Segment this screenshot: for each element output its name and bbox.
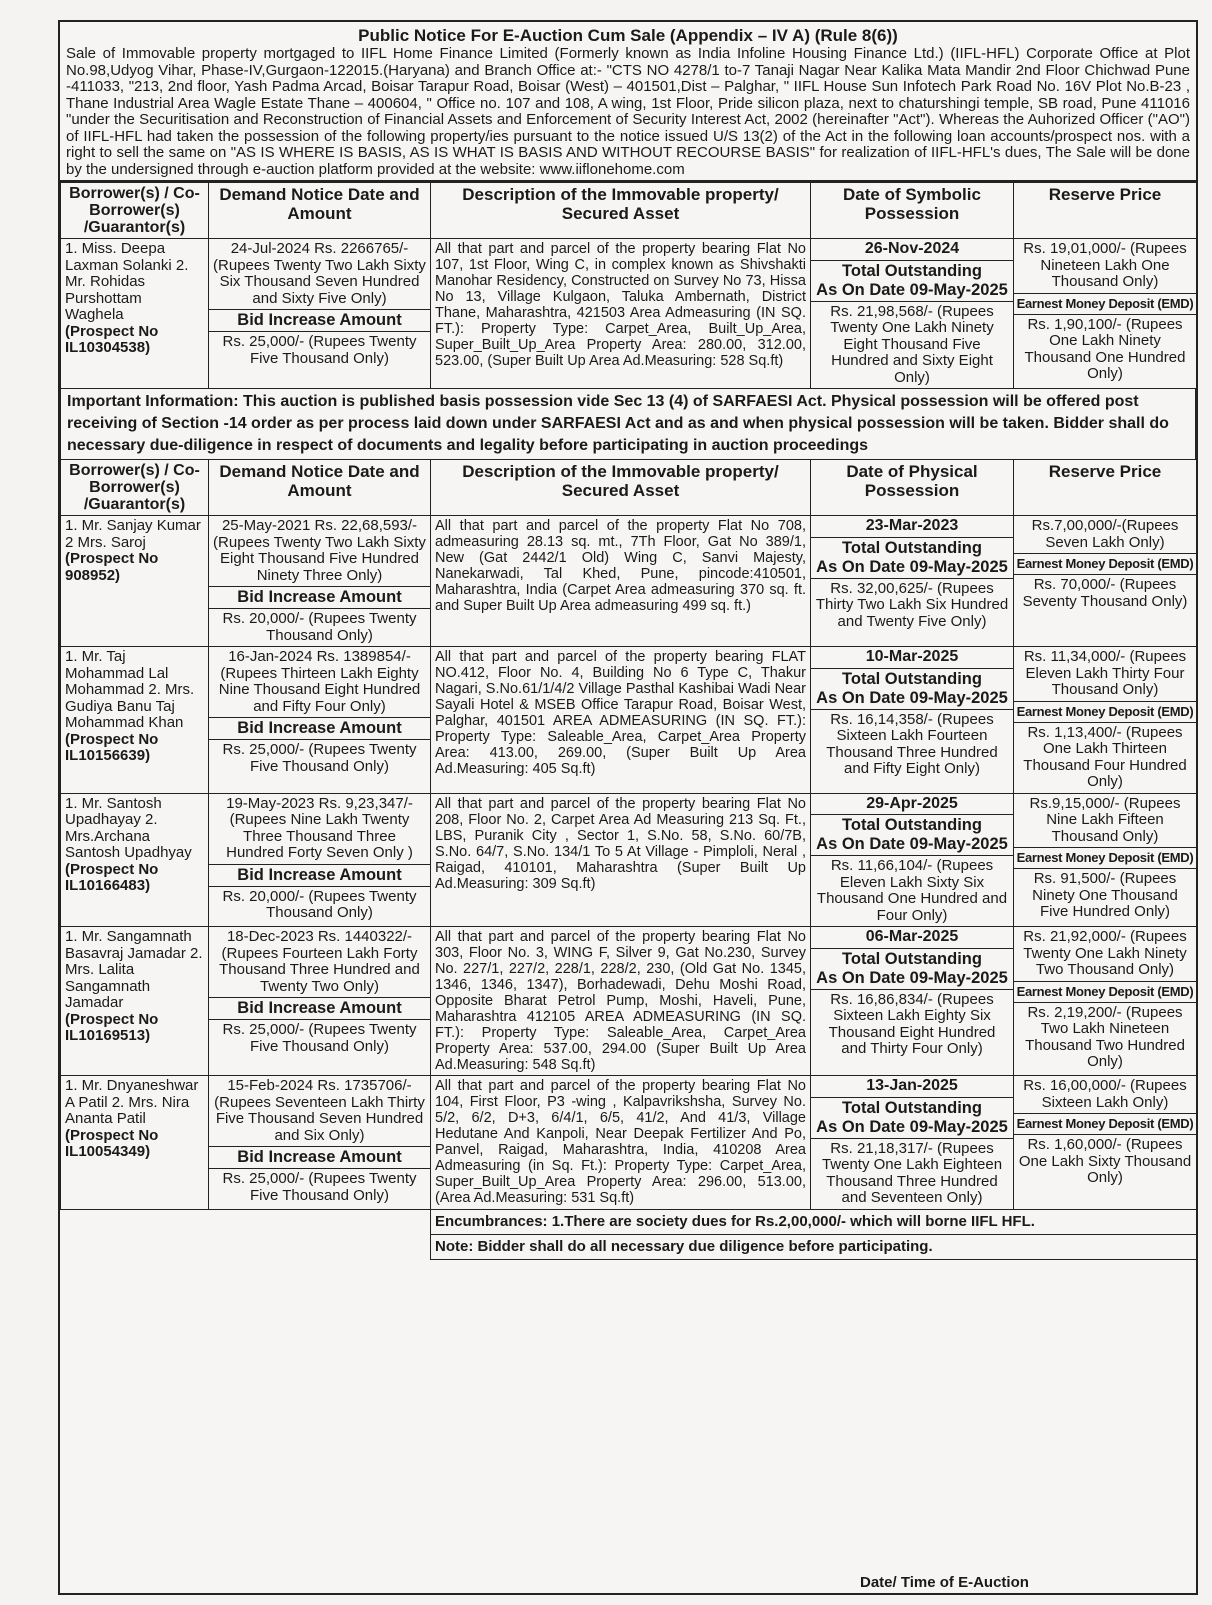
outstanding-amount: Rs. 16,14,358/- (Rupees Sixteen Lakh Fourteen Thousand Three Hundred and Fifty Eight Only) bbox=[826, 710, 998, 777]
bid-increase-amount: Rs. 25,000/- (Rupees Twenty Five Thousand Only) bbox=[222, 741, 417, 775]
as-on-date: As On Date 09-May-2025 bbox=[816, 835, 1008, 853]
due-diligence-note: Note: Bidder shall do all necessary due diligence before participating. bbox=[431, 1234, 1196, 1259]
possession-date: 26-Nov-2024 bbox=[864, 240, 960, 257]
total-outstanding-title: Total Outstanding bbox=[842, 1098, 982, 1117]
total-outstanding-title: Total Outstanding bbox=[842, 949, 982, 968]
as-on-date: As On Date 09-May-2025 bbox=[816, 557, 1008, 576]
prospect-no: (Prospect No IL10166483) bbox=[65, 860, 159, 894]
header-demand: Demand Notice Date and Amount bbox=[209, 183, 431, 239]
emd-amount: Rs. 1,60,000/- (Rupees One Lakh Sixty Thousand Only) bbox=[1018, 1136, 1192, 1186]
reserve-price: Rs. 21,92,000/- (Rupees Twenty One Lakh Ninety Two Thousand Only) bbox=[1023, 928, 1187, 978]
bid-increase-amount: Rs. 25,000/- (Rupees Twenty Five Thousand Only) bbox=[222, 333, 417, 367]
demand-notice: 16-Jan-2024 Rs. 1389854/- (Rupees Thirteen Lakh Eighty Nine Thousand Eight Hundred and Fifty Four Only) bbox=[218, 648, 421, 715]
as-on-date: As On Date 09-May-2025 bbox=[816, 688, 1008, 707]
table-row bbox=[61, 927, 1197, 1076]
encumbrances-note: Encumbrances: 1.There are society dues for Rs.2,00,000/- which will borne IIFL HFL. bbox=[435, 1212, 1035, 1230]
header-symbolic-possession: Date of Symbolic Possession bbox=[811, 183, 1014, 239]
possession-date: 13-Jan-2025 bbox=[866, 1077, 958, 1094]
header-reserve: Reserve Price bbox=[1014, 183, 1197, 239]
property-description: All that part and parcel of the property bearing Flat No 208, Floor No. 2, Carpet Area Ad Measuring 213 Sq. Ft., LBS, Puranik City , Sector 1, S.No. 58, S.No. 60/7B, S.No. 64/7, S.No. 134/1 To 5 At Village - Pimploli, Neral , Raigad, 410101, Maharashtra (Super Built Up Ad.Measuring: 309 Sq.ft) bbox=[431, 793, 811, 927]
total-outstanding-title: Total Outstanding bbox=[842, 538, 982, 557]
bid-increase-amount: Rs. 20,000/- (Rupees Twenty Thousand Only) bbox=[222, 610, 417, 644]
borrower-names: 1. Mr. Taj Mohammad Lal Mohammad 2. Mrs. Gudiya Banu Taj Mohammad Khan bbox=[65, 648, 195, 731]
bid-increase-label: Bid Increase Amount bbox=[209, 864, 430, 887]
borrower-names: 1. Mr. Sanjay Kumar 2 Mrs. Saroj bbox=[65, 517, 201, 551]
total-outstanding-label bbox=[811, 668, 1013, 710]
notice-page bbox=[58, 20, 1198, 1595]
total-outstanding-title: Total Outstanding bbox=[842, 669, 982, 688]
prospect-no: (Prospect No 908952) bbox=[65, 550, 159, 584]
bid-increase-amount: Rs. 20,000/- (Rupees Twenty Thousand Only) bbox=[222, 887, 417, 921]
property-description: All that part and parcel of the property Flat No 708, admeasuring 28.13 sq. mt., 7Th Floor, Gat No 389/1, New (Gat 2442/1 Old) Wing C, Sanvi Majesty, Nanekarwadi, Tal Khed, Pune, pincode:410501, Maharashtra, India (Carpet Area admeasuring 370 sq. ft. and Super Built Up Area admeasuring 499 sq. ft.) bbox=[431, 516, 811, 647]
outstanding-amount: Rs. 16,86,834/- (Rupees Sixteen Lakh Eighty Six Thousand Eight Hundred and Thirty Four Only) bbox=[828, 990, 996, 1057]
reserve-price: Rs. 11,34,000/- (Rupees Eleven Lakh Thirty Four Thousand Only) bbox=[1023, 648, 1187, 698]
bid-increase-label: Bid Increase Amount bbox=[209, 1146, 430, 1169]
reserve-price: Rs.7,00,000/-(Rupees Seven Lakh Only) bbox=[1031, 517, 1179, 551]
bid-increase-label: Bid Increase Amount bbox=[209, 717, 430, 740]
reserve-price: Rs. 19,01,000/- (Rupees Nineteen Lakh One Thousand Only) bbox=[1023, 240, 1187, 290]
prospect-no: (Prospect No IL10304538) bbox=[65, 322, 159, 356]
header-physical-possession: Date of Physical Possession bbox=[811, 460, 1014, 516]
possession-date: 10-Mar-2025 bbox=[865, 648, 959, 665]
header-description: Description of the Immovable property/ Secured Asset bbox=[431, 460, 811, 516]
emd-amount: Rs. 91,500/- (Rupees Ninety One Thousand Five Hundred Only) bbox=[1032, 870, 1178, 920]
total-outstanding-title: Total Outstanding bbox=[842, 816, 982, 834]
notice-title: Public Notice For E-Auction Cum Sale (Appendix – IV A) (Rule 8(6)) bbox=[358, 26, 898, 45]
emd-amount: Rs. 2,19,200/- (Rupees Two Lakh Nineteen Thousand Two Hundred Only) bbox=[1025, 1003, 1185, 1070]
reserve-price: Rs.9,15,000/- (Rupees Nine Lakh Fifteen Thousand Only) bbox=[1029, 794, 1181, 845]
possession-date: 29-Apr-2025 bbox=[866, 794, 958, 812]
emd-amount: Rs. 1,90,100/- (Rupees One Lakh Ninety Thousand One Hundred Only) bbox=[1024, 315, 1186, 382]
emd-label: Earnest Money Deposit (EMD) bbox=[1014, 701, 1196, 723]
emd-label: Earnest Money Deposit (EMD) bbox=[1014, 1113, 1196, 1135]
property-description: All that part and parcel of the property bearing FLAT NO.412, Floor No. 4, Building No 6 Type C, Thakur Nagari, S.No.61/1/4/2 Village Pasthal Kashibai Wadi Near Sayali Hotel & MSEB Office Tarapur Road, Boisar West, Palghar, 401501 AREA ADMEASURING (IN SQ. FT.): Property Type: Saleable_Area, Carpet_Area Property Area: 413.00, 269.00, (Super Built Up Area Ad.Measuring: 405 Sq.ft) bbox=[431, 647, 811, 794]
table-header-row bbox=[61, 183, 1197, 239]
header-reserve: Reserve Price bbox=[1014, 460, 1197, 516]
encumbrance-row bbox=[61, 1209, 1197, 1259]
property-description: All that part and parcel of the property bearing Flat No 104, First Floor, P3 -wing , Kalpavrikshsha, Survey No. 5/2, 6/2, D+3, 6/4/1, 6/5, 41/2, And 41/3, Village Hedutane And Kanpoli, Near Deepak Fertilizer And Po, Panvel, Raigad, Maharashtra, India, 410208 Area Admeasuring (in Sq. Ft.): Property Type: Carpet_Area, Super_Built_Up_Area Property Area: 296.00, 513.00, (Area Ad.Measuring: 531 Sq.ft) bbox=[431, 1076, 811, 1210]
auction-time-header-cut: Date/ Time of E-Auction bbox=[860, 1574, 1029, 1591]
table-row bbox=[61, 239, 1197, 389]
prospect-no: (Prospect No IL10054349) bbox=[65, 1126, 159, 1160]
emd-amount: Rs. 70,000/- (Rupees Seventy Thousand Only) bbox=[1022, 576, 1188, 610]
outstanding-amount: Rs. 32,00,625/- (Rupees Thirty Two Lakh Six Hundred and Twenty Five Only) bbox=[815, 579, 1009, 630]
auction-table-physical bbox=[60, 459, 1197, 1260]
demand-notice: 25-May-2021 Rs. 22,68,593/- (Rupees Twenty Two Lakh Sixty Eight Thousand Five Hundred Ninety Three Only) bbox=[213, 517, 426, 584]
total-outstanding-label bbox=[811, 537, 1013, 579]
prospect-no: (Prospect No IL10156639) bbox=[65, 730, 159, 764]
as-on-date: As On Date 09-May-2025 bbox=[816, 1117, 1008, 1136]
as-on-date: As On Date 09-May-2025 bbox=[816, 968, 1008, 987]
table-row bbox=[61, 516, 1197, 647]
emd-label: Earnest Money Deposit (EMD) bbox=[1014, 981, 1196, 1003]
bid-increase-amount: Rs. 25,000/- (Rupees Twenty Five Thousand Only) bbox=[222, 1170, 417, 1204]
emd-amount: Rs. 1,13,400/- (Rupees One Lakh Thirteen Thousand Four Hundred Only) bbox=[1023, 723, 1187, 790]
header-demand: Demand Notice Date and Amount bbox=[209, 460, 431, 516]
total-outstanding-label bbox=[811, 948, 1013, 990]
bid-increase-label: Bid Increase Amount bbox=[209, 586, 430, 609]
borrower-names: 1. Mr. Dnyaneshwar A Patil 2. Mrs. Nira Ananta Patil bbox=[65, 1077, 199, 1127]
borrower-names: 1. Miss. Deepa Laxman Solanki 2. Mr. Rohidas Purshottam Waghela bbox=[65, 240, 189, 323]
emd-label: Earnest Money Deposit (EMD) bbox=[1014, 553, 1196, 575]
demand-notice: 18-Dec-2023 Rs. 1440322/- (Rupees Fourteen Lakh Forty Thousand Three Hundred and Twenty Two Only) bbox=[219, 928, 420, 995]
bid-increase-label: Bid Increase Amount bbox=[209, 997, 430, 1020]
bid-increase-label: Bid Increase Amount bbox=[209, 309, 430, 332]
total-outstanding-label bbox=[811, 814, 1013, 856]
property-description: All that part and parcel of the property bearing Flat No 303, Floor No. 3, WING F, Silver 9, Gat No.230, Survey No. 227/1, 227/2, 228/1, 228/2, 230, (Old Gat No. 1345, 1346, 1346, 1347), Borhadewadi, Dehu Moshi Road, Opposite Bharat Petrol Pump, Moshi, Haveli, Pune, Maharashtra 412105 AREA ADMEASURING (IN SQ. FT.): Property Type: Saleable_Area, Carpet_Area Property Area: 537.00, 294.00 (Super Built Up Area Ad.Measuring: 548 Sq.ft) bbox=[431, 927, 811, 1076]
outstanding-amount: Rs. 21,98,568/- (Rupees Twenty One Lakh Ninety Eight Thousand Five Hundred and Sixty Eight Only) bbox=[830, 302, 994, 386]
important-information: Important Information: This auction is published basis possession vide Sec 13 (4) of SARFAESI Act. Physical possession will be offered post receiving of Section -14 order as per process laid down under SARFAESI Act and as and when physical possession will be taken. Bidder shall do necessary due-diligence in respect of documents and legality before participating in auction proceedings bbox=[60, 389, 1196, 459]
borrower-names: 1. Mr. Santosh Upadhayay 2. Mrs.Archana Santosh Upadhyay bbox=[65, 794, 192, 861]
possession-date: 23-Mar-2023 bbox=[865, 517, 959, 534]
table-header-row bbox=[61, 460, 1197, 516]
as-on-date: As On Date 09-May-2025 bbox=[816, 280, 1008, 299]
header-description: Description of the Immovable property/ Secured Asset bbox=[431, 183, 811, 239]
auction-table-symbolic bbox=[60, 182, 1197, 389]
notice-intro bbox=[60, 22, 1196, 182]
table-row bbox=[61, 793, 1197, 927]
outstanding-amount: Rs. 11,66,104/- (Rupees Eleven Lakh Sixty Six Thousand One Hundred and Four Only) bbox=[816, 857, 1008, 924]
demand-notice: 24-Jul-2024 Rs. 2266765/- (Rupees Twenty Two Lakh Sixty Six Thousand Seven Hundred and Sixty Five Only) bbox=[213, 240, 426, 307]
emd-label: Earnest Money Deposit (EMD) bbox=[1014, 847, 1196, 869]
demand-notice: 15-Feb-2024 Rs. 1735706/- (Rupees Seventeen Lakh Thirty Five Thousand Seven Hundred and Six Only) bbox=[214, 1077, 425, 1144]
reserve-price: Rs. 16,00,000/- (Rupees Sixteen Lakh Only) bbox=[1023, 1077, 1187, 1111]
header-borrower: Borrower(s) / Co-Borrower(s) /Guarantor(s) bbox=[61, 183, 209, 239]
emd-label: Earnest Money Deposit (EMD) bbox=[1014, 293, 1196, 315]
bid-increase-amount: Rs. 25,000/- (Rupees Twenty Five Thousand Only) bbox=[222, 1021, 417, 1055]
header-borrower: Borrower(s) / Co-Borrower(s) /Guarantor(s) bbox=[61, 460, 209, 516]
total-outstanding-title: Total Outstanding bbox=[842, 261, 982, 280]
outstanding-amount: Rs. 21,18,317/- (Rupees Twenty One Lakh Eighteen Thousand Three Hundred and Seventeen Only) bbox=[821, 1139, 1003, 1206]
notice-intro-text: Sale of Immovable property mortgaged to IIFL Home Finance Limited (Formerly known as India Infoline Housing Finance Ltd.) (IIFL-HFL) Corporate Office at Plot No.98,Udyog Vihar, Phase-IV,Gurgaon-122015.(Haryana) and Branch Office at:- "CTS NO 4278/1 to-7 Tanaji Nagar Near Kalika Mata Mandir 2nd Floor Chichwad Pune -411033, "213, 2nd floor, Yash Padma Arcad, Boisar Tarapur Road, Boisar (West) – 401501,Dist – Palghar, " IIFL House Sun Infotech Park Road No. 16V Plot No.B-23 , Thane Industrial Area Wagle Estate Thane – 400604, " Office no. 107 and 108, A wing, 1st Floor, Pride silicon plaza, next to chaturshingi temple, SB road, Pune 411016 "under the Securitisation and Reconstruction of Financial Assets and Enforcement of Security Interest Act, 2002 (hereinafter "Act"). Whereas the Auhorized Officer ("AO") of IIFL-HFL had taken the possession of the following property/ies pursuant to the notice issued U/S 13(2) of the Act in the following loan accounts/prospect nos. with a right to sell the same on "AS IS WHERE IS BASIS, AS IS WHAT IS BASIS AND WITHOUT RECOURSE BASIS" for realization of IIFL-HFL's dues, The Sale will be done by the undersigned through e-auction platform provided at the website: www.iiflonehome.com bbox=[66, 45, 1190, 178]
demand-notice: 19-May-2023 Rs. 9,23,347/- (Rupees Nine Lakh Twenty Three Thousand Three Hundred Forty Seven Only ) bbox=[226, 794, 413, 861]
property-description: All that part and parcel of the property bearing Flat No 107, 1st Floor, Wing C, in complex known as Shivshakti Manohar Residency, Constructed on Survey No 73, Hissa No 13, Village Kulgaon, Taluka Ambernath, District Thane, Maharashtra, 421503 Area Admeasuring (IN SQ. FT.): Property Type: Carpet_Area, Built_Up_Area, Super_Built_Up_Area Property Area: 280.00, 312.00, 523.00, (Super Built Up Area Ad.Measuring: 528 Sq.ft) bbox=[431, 239, 811, 389]
total-outstanding-label bbox=[811, 260, 1013, 302]
possession-date: 06-Mar-2025 bbox=[865, 928, 959, 945]
table-row bbox=[61, 1076, 1197, 1210]
table-row bbox=[61, 647, 1197, 794]
prospect-no: (Prospect No IL10169513) bbox=[65, 1010, 159, 1044]
total-outstanding-label bbox=[811, 1097, 1013, 1139]
borrower-names: 1. Mr. Sangamnath Basavraj Jamadar 2. Mrs. Lalita Sangamnath Jamadar bbox=[65, 928, 203, 1011]
